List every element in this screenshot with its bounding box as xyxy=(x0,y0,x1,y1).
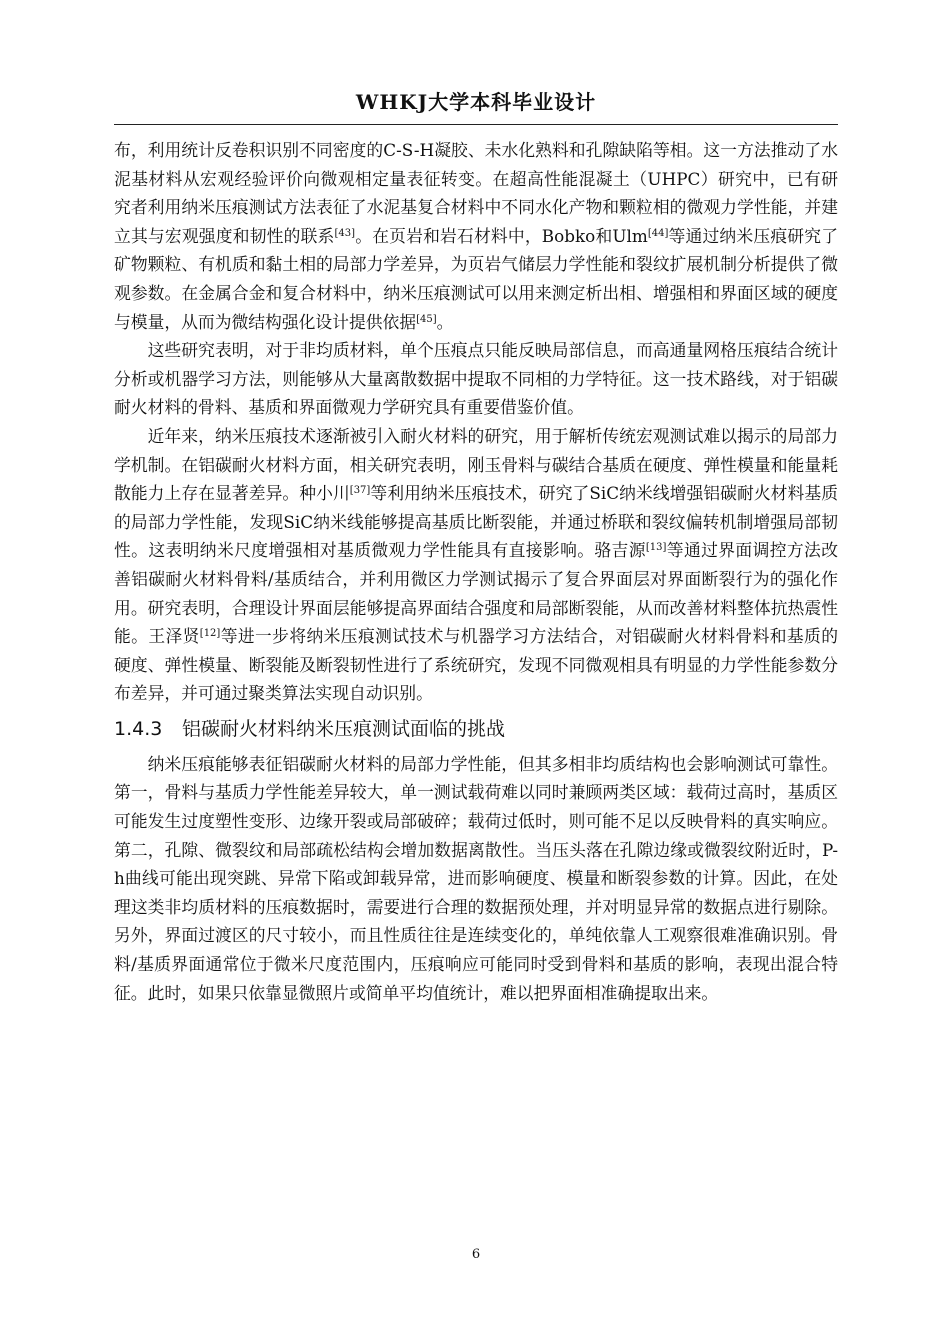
section-number: 1.4.3 xyxy=(114,717,163,740)
section-title: 铝碳耐火材料纳米压痕测试面临的挑战 xyxy=(182,717,506,740)
page-header-title: WHKJ大学本科毕业设计 xyxy=(355,90,597,114)
citation-ref: [45] xyxy=(416,313,437,325)
citation-ref: [13] xyxy=(645,542,667,554)
citation-ref: [44] xyxy=(647,227,669,239)
citation-ref: [12] xyxy=(199,628,221,640)
page-number: 6 xyxy=(471,1247,481,1262)
paragraph-continued: 布，利用统计反卷积识别不同密度的C-S-H凝胶、未水化熟料和孔隙缺陷等相。这一方法推动了水泥基材料从宏观经验评价向微观相定量表征转变。在超高性能混凝土（UHPC）研究中，已有研究者利用纳米压痕测试方法表征了水泥基复合材料中不同水化产物和颗粒相的微观力学性能，并建立其与宏观强度和韧性的联系[43]。在页岩和岩石材料中，Bobko和Ulm[44]等通过纳米压痕研究了矿物颗粒、有机质和黏土相的局部力学差异，为页岩气储层力学性能和裂纹扩展机制分析提供了微观参数。在金属合金和复合材料中，纳米压痕测试可以用来测定析出相、增强相和界面区域的硬度与模量，从而为微结构强化设计提供依据[45]。 xyxy=(114,140,838,332)
citation-ref: [37] xyxy=(349,485,371,497)
body-text xyxy=(114,136,838,1007)
paragraph: 这些研究表明，对于非均质材料，单个压痕点只能反映局部信息，而高通量网格压痕结合统计分析或机器学习方法，则能够从大量离散数据中提取不同相的力学特征。这一技术路线，对于铝碳耐火材料的骨料、基质和界面微观力学研究具有重要借鉴价值。 xyxy=(114,340,838,418)
paragraph: 纳米压痕能够表征铝碳耐火材料的局部力学性能，但其多相非均质结构也会影响测试可靠性。第一，骨料与基质力学性能差异较大，单一测试载荷难以同时兼顾两类区域：载荷过高时，基质区可能发生过度塑性变形、边缘开裂或局部破碎；载荷过低时，则可能不足以反映骨料的真实响应。第二，孔隙、微裂纹和局部疏松结构会增加数据离散性。当压头落在孔隙边缘或微裂纹附近时，P-h曲线可能出现突跳、异常下陷或卸载异常，进而影响硬度、模量和断裂参数的计算。因此，在处理这类非均质材料的压痕数据时，需要进行合理的数据预处理，并对明显异常的数据点进行剔除。另外，界面过渡区的尺寸较小，而且性质往往是连续变化的，单纯依靠人工观察很难准确识别。骨料/基质界面通常位于微米尺度范围内，压痕响应可能同时受到骨料和基质的影响，表现出混合特征。此时，如果只依靠显微照片或简单平均值统计，难以把界面相准确提取出来。 xyxy=(114,753,838,1003)
header-divider xyxy=(114,124,838,125)
citation-ref: [43] xyxy=(334,227,356,239)
section-heading xyxy=(114,714,838,744)
paragraph: 近年来，纳米压痕技术逐渐被引入耐火材料的研究，用于解析传统宏观测试难以揭示的局部力学机制。在铝碳耐火材料方面，相关研究表明，刚玉骨料与碳结合基质在硬度、弹性模量和能量耗散能力上存在显著差异。种小川[37]等利用纳米压痕技术，研究了SiC纳米线增强铝碳耐火材料基质的局部力学性能，发现SiC纳米线能够提高基质比断裂能，并通过桥联和裂纹偏转机制增强局部韧性。这表明纳米尺度增强相对基质微观力学性能具有直接影响。骆吉源[13]等通过界面调控方法改善铝碳耐火材料骨料/基质结合，并利用微区力学测试揭示了复合界面层对界面断裂行为的强化作用。研究表明，合理设计界面层能够提高界面结合强度和局部断裂能，从而改善材料整体抗热震性能。王泽贤[12]等进一步将纳米压痕测试技术与机器学习方法结合，对铝碳耐火材料骨料和基质的硬度、弹性模量、断裂能及断裂韧性进行了系统研究，发现不同微观相具有明显的力学性能参数分布差异，并可通过聚类算法实现自动识别。 xyxy=(114,425,838,704)
